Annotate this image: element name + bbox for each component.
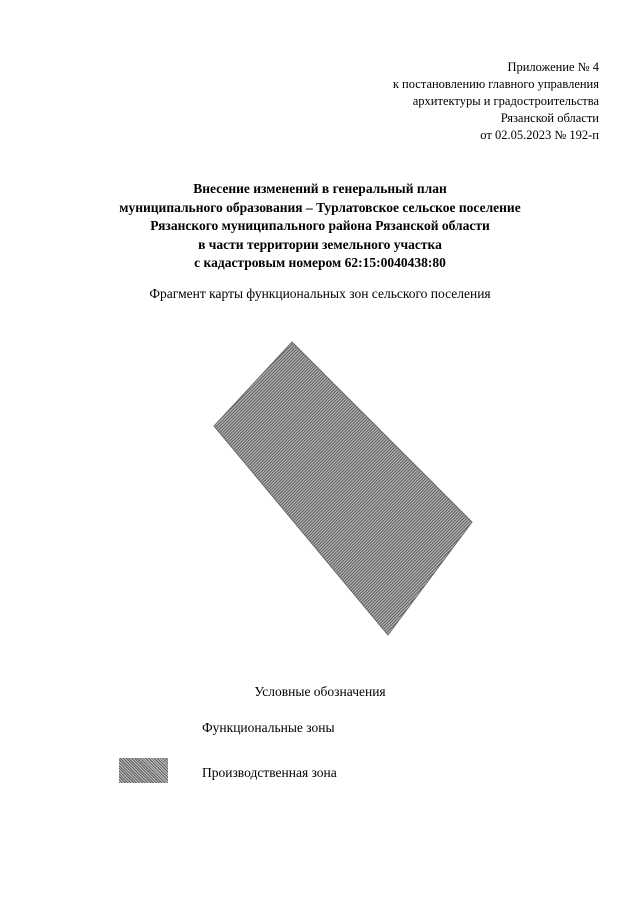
title-line-5: с кадастровым номером 62:15:0040438:80 [194,255,446,270]
appendix-line-region: Рязанской области [500,111,599,125]
title-line-4: в части территории земельного участка [198,236,442,252]
zone-map [200,330,490,650]
appendix-line-department: архитектуры и градостроительства [412,94,599,108]
title-line-3: Рязанского муниципального района Рязанской области [150,218,490,233]
document-title [80,180,560,273]
appendix-number: Приложение № 4 [507,60,599,74]
map-subtitle: Фрагмент карты функциональных зон сельского поселения [149,286,491,301]
legend-item-production-zone: Производственная зона [202,765,337,780]
title-line-2: муниципального образования – Турлатовское сельское поселение [119,199,521,215]
hatched-gray-swatch-icon [119,758,168,783]
appendix-line-decree: к постановлению главного управления [392,77,599,91]
legend-group-functional-zones: Функциональные зоны [202,720,335,735]
legend-title: Условные обозначения [254,684,386,699]
title-line-1: Внесение изменений в генеральный план [193,181,447,196]
appendix-header [299,59,599,144]
appendix-date: от 02.05.2023 № 192-п [480,128,599,142]
production-zone-parcel [214,342,472,635]
